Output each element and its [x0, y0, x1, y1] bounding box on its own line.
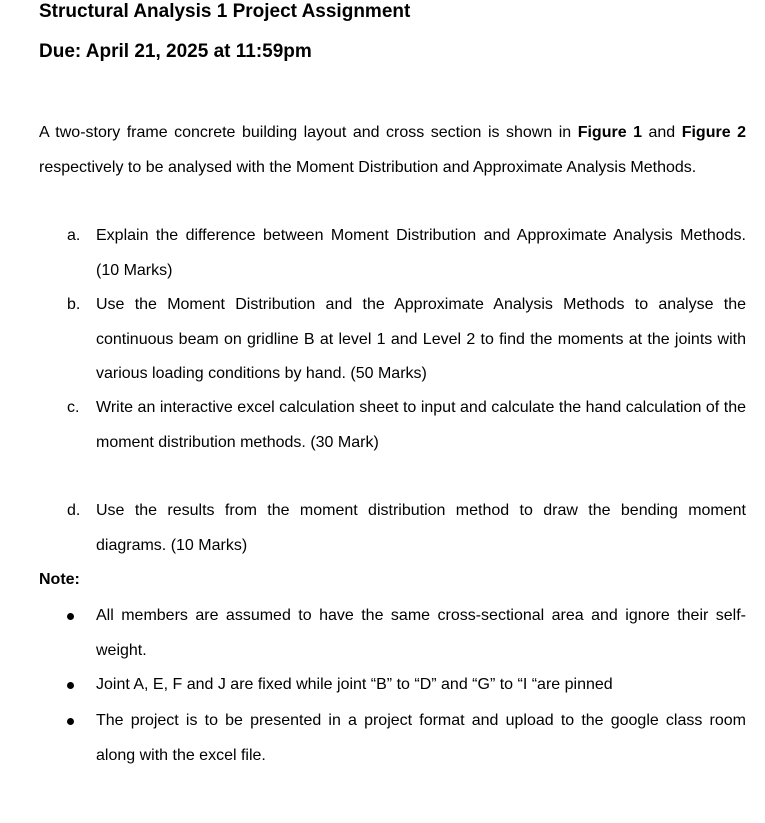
intro-text-1: A two-story frame concrete building layout and cross section is shown in [39, 124, 578, 141]
task-marker: b. [67, 296, 81, 313]
task-text: Write an interactive excel calculation sheet to input and calculate the hand calculation of the moment distribution methods. (30 Mark) [96, 399, 746, 451]
task-marker: c. [67, 399, 80, 416]
bullet-icon [67, 718, 74, 725]
task-item-a [67, 219, 746, 288]
task-text: Use the Moment Distribution and the Approximate Analysis Methods to analyse the continuous beam on gridline B at level 1 and Level 2 to find the moments at the joints with various loading conditions by hand. (50 Marks) [96, 296, 746, 382]
task-item-b [67, 288, 746, 392]
task-text: Use the results from the moment distribution method to draw the bending moment diagrams. (10 Marks) [96, 502, 746, 554]
note-item [67, 599, 746, 668]
intro-text-2: and [642, 124, 682, 141]
intro-paragraph [39, 116, 746, 185]
note-item [67, 704, 746, 773]
note-text: All members are assumed to have the same cross-sectional area and ignore their self-weight. [96, 607, 746, 659]
task-item-c [67, 391, 746, 460]
due-date: Due: April 21, 2025 at 11:59pm [39, 41, 312, 62]
note-item [67, 668, 746, 703]
task-text: Explain the difference between Moment Distribution and Approximate Analysis Methods. (10 Marks) [96, 227, 746, 279]
bullet-icon [67, 613, 74, 620]
document-title: Structural Analysis 1 Project Assignment [39, 1, 411, 22]
note-text: Joint A, E, F and J are fixed while joint “B” to “D” and “G” to “I “are pinned [96, 676, 613, 693]
note-label: Note: [39, 571, 80, 588]
intro-text-3: respectively to be analysed with the Moment Distribution and Approximate Analysis Methods. [39, 158, 697, 176]
note-text: The project is to be presented in a project format and upload to the google class room along with the excel file. [96, 712, 746, 764]
task-marker: d. [67, 502, 81, 519]
bullet-icon [67, 682, 74, 689]
figure-2-ref: Figure 2 [681, 124, 746, 141]
task-marker: a. [67, 227, 81, 244]
figure-1-ref: Figure 1 [577, 124, 642, 141]
task-item-d [67, 494, 746, 563]
